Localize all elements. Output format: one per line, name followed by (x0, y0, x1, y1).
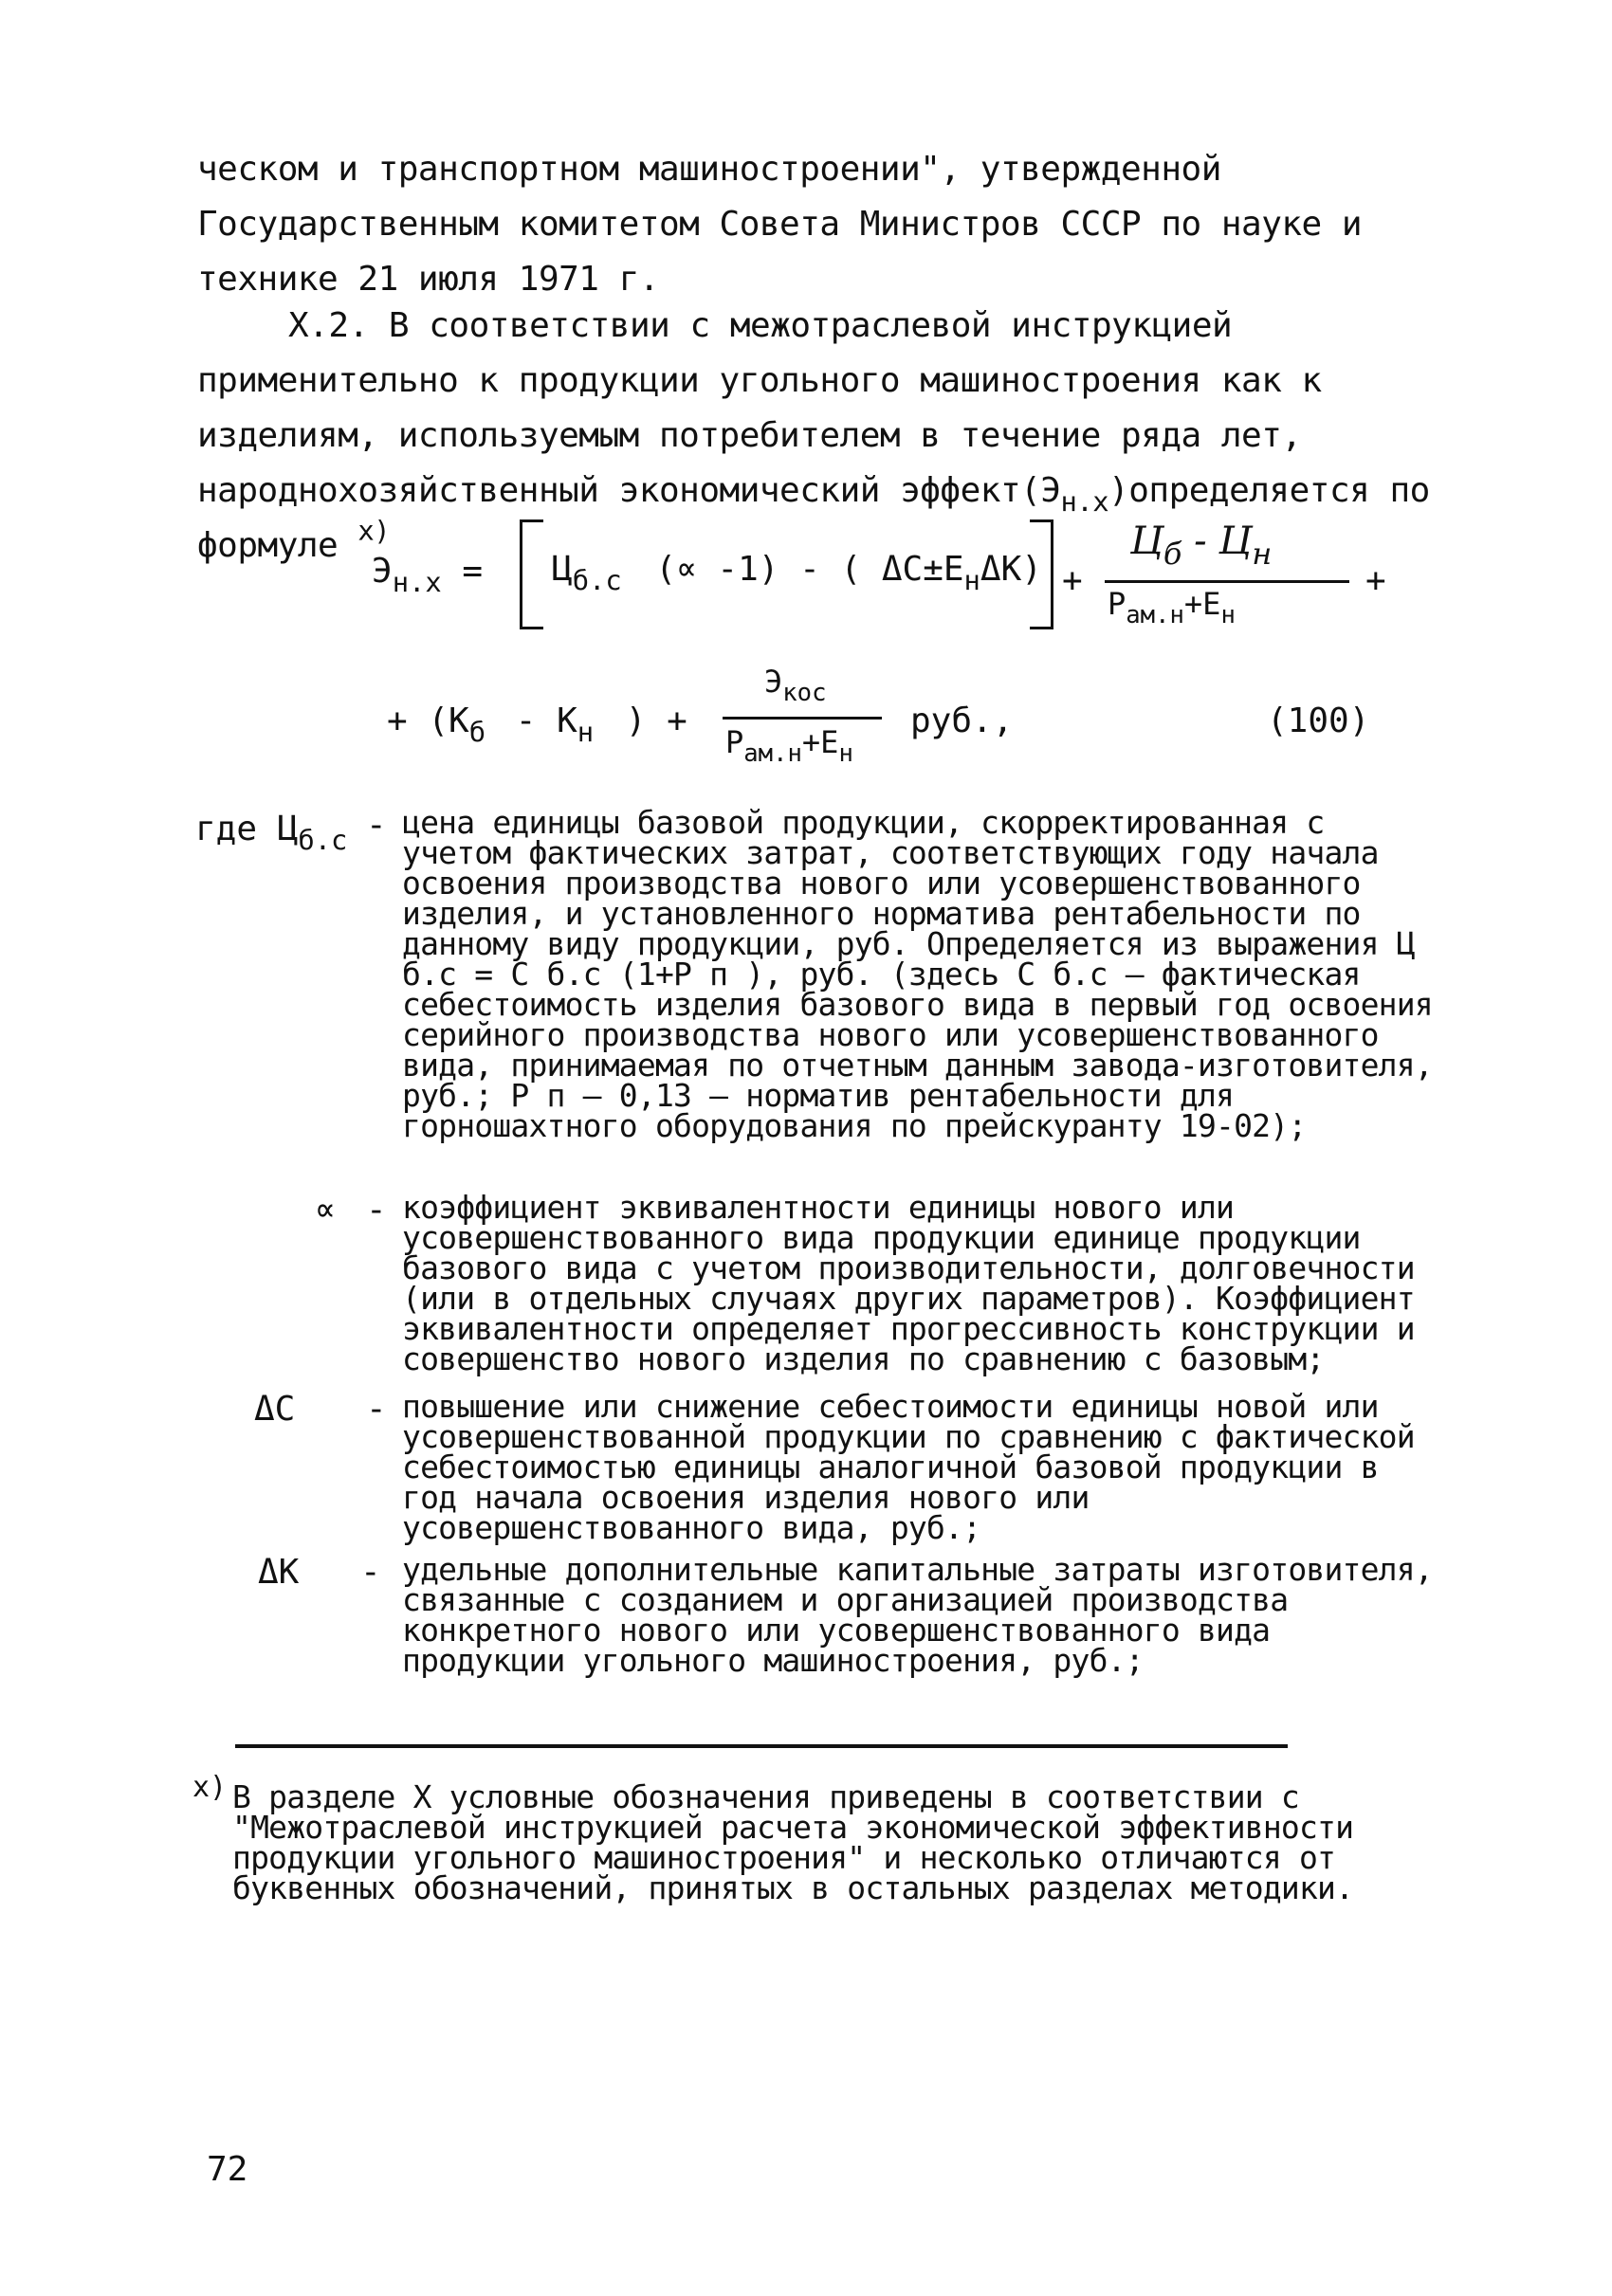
definition-dash-2: - (366, 1191, 387, 1230)
definition-text-3: повышение или снижение себестоимости единицы новой или усовершенствованной продукции по сравнению с фактической себестоимостью единицы аналогичной базовой продукции в год начала освоения изделия нового или усовершенствованного вида, руб.; (402, 1388, 1415, 1546)
formula-row2-k-terms: + ($К_б - К_н$ ) + (387, 702, 687, 749)
footnote-ref: x) (357, 514, 391, 547)
formula-unit: руб., (910, 702, 1014, 740)
fraction-2-numerator: $Э_{кос}$ (764, 664, 827, 707)
formula-bracket-content: $Ц_{б.с}$ (∝ -1) - ( $\Delta C\pm E_н\Delta K$) (552, 550, 1042, 597)
fraction-2-line (723, 717, 882, 720)
definition-dash-1: - (366, 806, 387, 845)
paragraph-2: X.2. В соответствии с межотраслевой инструкцией применительно к продукции угольного машиностроения как к изделиям, используемым потребителем в течение ряда лет, народнохозяйственный экономический $эффект(Э_{н.х})определяется$ по формуле $^{x)}$ (197, 306, 1430, 565)
formula-trailing-plus: + (1365, 561, 1386, 600)
paragraph-1-text: ческом и транспортном машиностроении", утвержденной Государственным комитетом Совета Министров СССР по науке и технике 21 июля 1971 г. (197, 150, 1363, 299)
definition-term-delta-k: ΔK (258, 1553, 300, 1592)
page-number: 72 (207, 2150, 248, 2189)
paragraph-2-tail: определяется по формуле (197, 471, 1430, 565)
paragraph-2-text: В соответствии с межотраслевой инструкцией применительно к продукции угольного машиностроения как к изделиям, используемым потребителем в течение ряда лет, народнохозяйственный экономический эффект (197, 306, 1322, 510)
footnote-text: В разделе X условные обозначения приведены в соответствии с "Межотраслевой инструкцией расчета экономической эффективности продукции угольного машиностроения" и несколько отличаются от буквенных обозначений, принятых в остальных разделах методики. (232, 1778, 1354, 1906)
fraction-1-numerator: $Ц_б - Ц_н$ (1130, 519, 1273, 573)
fraction-1-denominator: $Р_{ам.н}+Е_н$ (1108, 586, 1236, 629)
effect-symbol: Э (1040, 471, 1061, 510)
formula-plus: + (1062, 561, 1083, 600)
effect-symbol-sub: н.х (1060, 485, 1109, 519)
definition-dash-4: - (360, 1553, 381, 1592)
formula-number: (100) (1267, 702, 1370, 740)
paragraph-1 (197, 142, 1430, 307)
fraction-2-denominator: $Р_{ам.н}+Е_н$ (725, 724, 853, 768)
section-number: X.2. (288, 306, 369, 345)
bracket-right (1030, 519, 1053, 629)
definition-text-1: цена единицы базовой продукции, скорректированная с учетом фактических затрат, соответствующих году начала освоения производства нового или усовершенствованного изделия, и установленного норматива рентабельности по данному виду продукции, руб. Определяется из выражения Ц б.с = С б.с (1+Р п ), руб. (здесь С б.с – фактическая себестоимость изделия базового вида в первый год освоения серийного производства нового или усовершенствованного вида, принимаемая по отчетным данным завода-изготовителя, руб.; Р п – 0,13 – норматив рентабельности для горношахтного оборудования по прейскуранту 19-02); (402, 804, 1433, 1144)
definition-text-4: удельные дополнительные капитальные затраты изготовителя, связанные с созданием и организацией производства конкретного нового или усовершенствованного вида продукции угольного машиностроения, руб.; (402, 1551, 1433, 1679)
bracket-left (520, 519, 543, 629)
definition-term-alpha: ∝ (315, 1191, 336, 1230)
definition-text-2: коэффициент эквивалентности единицы нового или усовершенствованного вида продукции единице продукции базового вида с учетом производительности, долговечности (или в отдельных случаях других параметров). Коэффициент эквивалентности определяет прогрессивность конструкции и совершенство нового изделия по сравнению с базовым; (402, 1189, 1415, 1377)
definition-term-1: где $Ц_{б.с}$ (195, 810, 348, 857)
footnote-mark: x) (192, 1771, 228, 1804)
formula-lhs: $Э_{н.х}$ = (372, 552, 484, 599)
footnote-separator (235, 1744, 1288, 1748)
definition-dash-3: - (366, 1390, 387, 1429)
fraction-1-line (1105, 580, 1349, 583)
definition-term-delta-c: ΔC (254, 1390, 296, 1429)
